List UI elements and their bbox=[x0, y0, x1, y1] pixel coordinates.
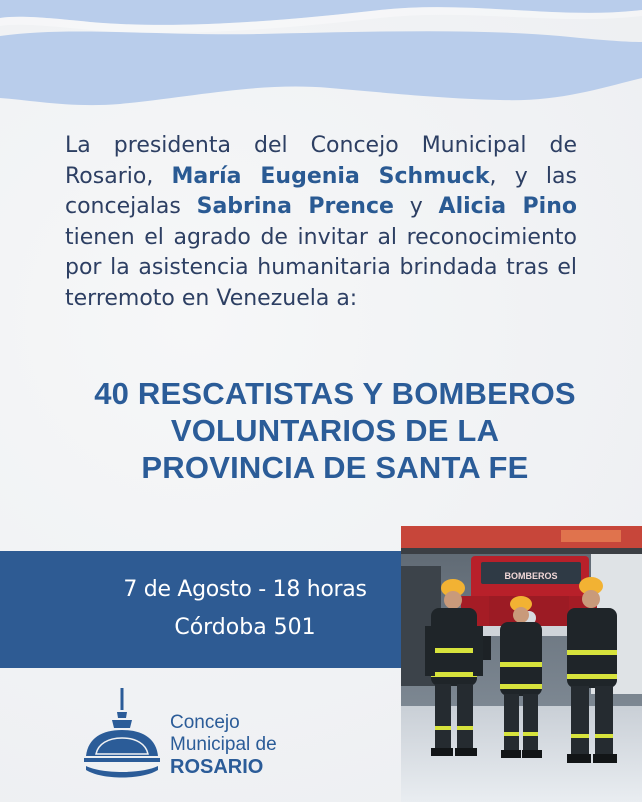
intro-text-1: La presidenta del Concejo Municipal de Rosario, bbox=[65, 133, 577, 189]
event-address: Córdoba 501 bbox=[174, 615, 316, 640]
intro-text-4: tienen el agrado de invitar al reconocimiento por la asistencia humanitaria brindada tras el terremoto en Venezuela a: bbox=[65, 224, 577, 311]
president-name: María Eugenia Schmuck bbox=[171, 163, 490, 189]
logo-line-2: Municipal de bbox=[170, 734, 277, 755]
headline-line-3: PROVINCIA DE SANTA FE bbox=[141, 450, 529, 485]
honorees-headline bbox=[60, 375, 610, 486]
invitation-text bbox=[65, 131, 577, 315]
event-date-time: 7 de Agosto - 18 horas bbox=[123, 577, 367, 602]
middle-wave bbox=[0, 31, 642, 105]
logo-line-3: ROSARIO bbox=[170, 756, 264, 778]
decorative-waves bbox=[0, 0, 642, 130]
firefighters-photo bbox=[401, 526, 642, 802]
council-logo-text bbox=[170, 712, 277, 778]
councillor-name-2: Alicia Pino bbox=[438, 194, 577, 220]
councillor-name-1: Sabrina Prence bbox=[196, 194, 394, 220]
headline-line-2: VOLUNTARIOS DE LA bbox=[170, 413, 500, 448]
council-dome-logo-icon bbox=[82, 688, 162, 784]
headline-line-1: 40 RESCATISTAS Y BOMBEROS bbox=[94, 376, 576, 411]
truck-label: BOMBEROS bbox=[504, 571, 558, 581]
intro-text-2: , y las concejalas bbox=[65, 163, 577, 220]
intro-text-3: y bbox=[393, 194, 439, 220]
logo-line-1: Concejo bbox=[170, 712, 240, 733]
